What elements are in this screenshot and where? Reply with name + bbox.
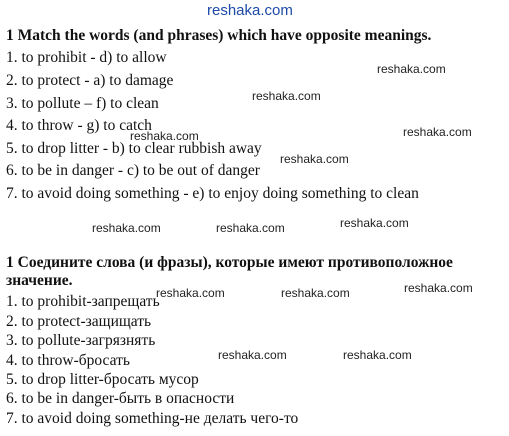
- watermark: reshaka.com: [343, 348, 412, 362]
- watermark: reshaka.com: [377, 62, 446, 76]
- section2-heading: 1 Соедините слова (и фразы), которые имеют противоположное значение.: [6, 254, 453, 289]
- watermark: reshaka.com: [281, 286, 350, 300]
- section1-item: 2. to protect - a) to damage: [6, 72, 174, 89]
- watermark: reshaka.com: [130, 129, 199, 143]
- section2-item: 5. to drop litter-бросать мусор: [6, 371, 199, 388]
- section1-item: 4. to throw - g) to catch: [6, 117, 152, 134]
- section2-item: 7. to avoid doing something-не делать чего-то: [6, 410, 299, 427]
- section1-heading: 1 Match the words (and phrases) which have opposite meanings.: [6, 27, 432, 44]
- watermark: reshaka.com: [92, 221, 161, 235]
- section2-item: 6. to be in danger-быть в опасности: [6, 390, 235, 407]
- section1-item: 7. to avoid doing something - e) to enjoy doing something to clean: [6, 185, 419, 202]
- watermark: reshaka.com: [340, 216, 409, 230]
- section1-item: 6. to be in danger - c) to be out of danger: [6, 162, 260, 179]
- watermark: reshaka.com: [404, 281, 473, 295]
- section2-item: 3. to pollute-загрязнять: [6, 332, 156, 349]
- watermark: reshaka.com: [156, 286, 225, 300]
- section2-item: 1. to prohibit-запрещать: [6, 293, 160, 310]
- section2-item: 2. to protect-защищать: [6, 313, 152, 330]
- watermark: reshaka.com: [218, 348, 287, 362]
- watermark: reshaka.com: [252, 89, 321, 103]
- top-watermark: reshaka.com: [207, 2, 293, 19]
- section2-item: 4. to throw-бросать: [6, 352, 130, 369]
- watermark: reshaka.com: [403, 125, 472, 139]
- section1-item: 3. to pollute – f) to clean: [6, 95, 159, 112]
- watermark: reshaka.com: [216, 221, 285, 235]
- section1-item: 1. to prohibit - d) to allow: [6, 49, 167, 66]
- watermark: reshaka.com: [280, 152, 349, 166]
- section1-item: 5. to drop litter - b) to clear rubbish away: [6, 140, 262, 157]
